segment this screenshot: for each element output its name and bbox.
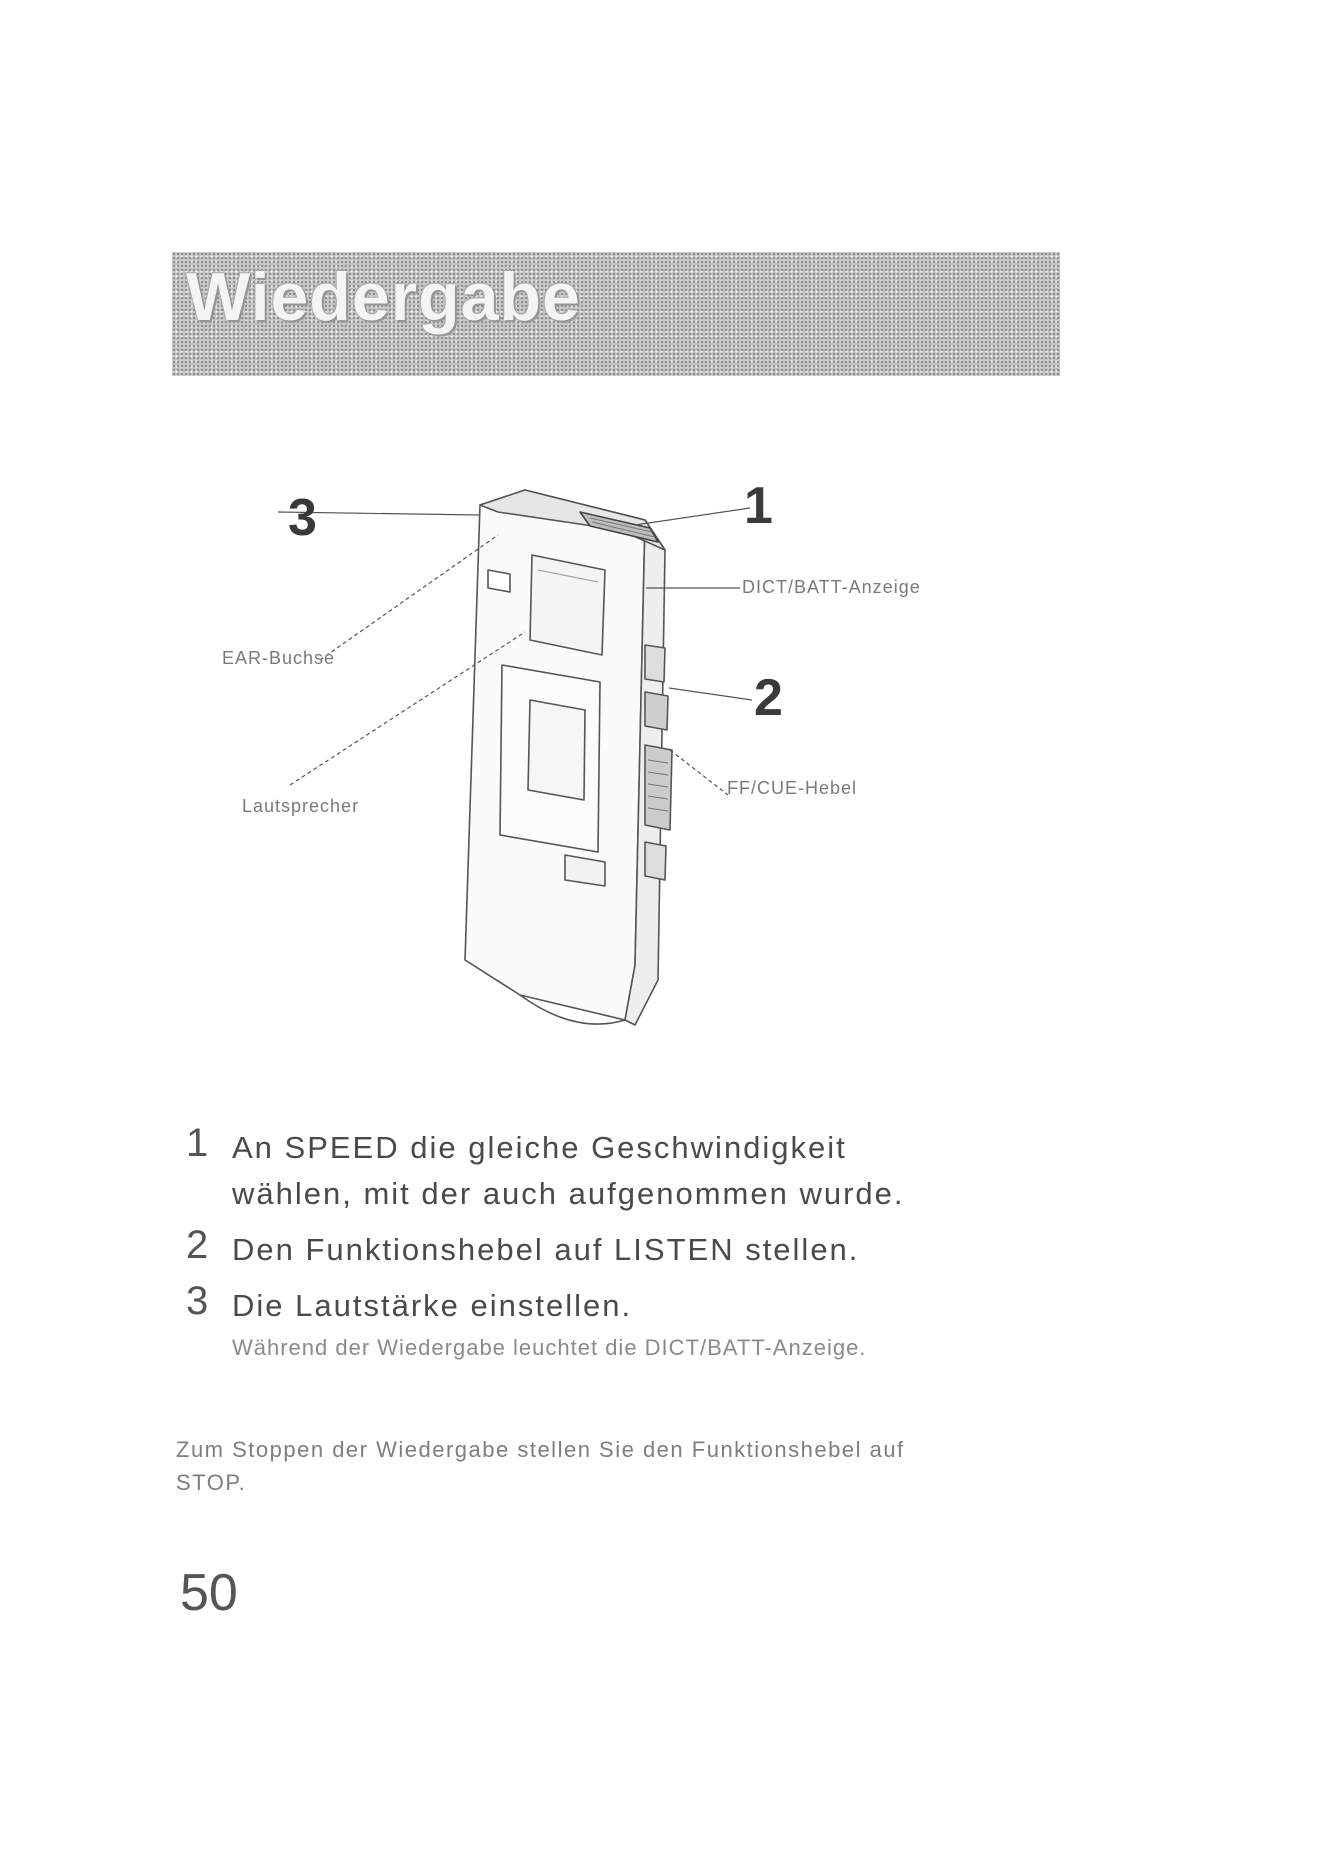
step-number: 3 <box>186 1279 209 1323</box>
ff-cue-lever-label: FF/CUE-Hebel <box>727 778 858 798</box>
stop-note: Zum Stoppen der Wiedergabe stellen Sie den Funktionshebel auf STOP. <box>176 1437 905 1495</box>
step-2 <box>186 1223 1046 1273</box>
step-text: Den Funktionshebel auf LISTEN stellen. <box>232 1232 860 1267</box>
callout-3: 3 <box>288 489 317 547</box>
step-number: 2 <box>186 1223 209 1267</box>
section-title: Wiedergabe <box>186 259 581 335</box>
ear-jack-label: EAR-Buchse <box>222 648 336 668</box>
instruction-steps <box>186 1121 1046 1375</box>
device-figure <box>180 460 1040 1060</box>
step-text: An SPEED die gleiche Geschwindigkeit wählen, mit der auch aufgenommen wurde. <box>232 1130 905 1211</box>
dict-batt-indicator-label: DICT/BATT-Anzeige <box>742 577 921 597</box>
step-note: Während der Wiedergabe leuchtet die DICT/BATT-Anzeige. <box>232 1335 867 1360</box>
section-banner <box>172 252 1060 376</box>
page-number: 50 <box>180 1564 238 1622</box>
step-number: 1 <box>186 1121 209 1165</box>
step-text: Die Lautstärke einstellen. <box>232 1288 633 1323</box>
callout-1: 1 <box>744 477 773 535</box>
step-3 <box>186 1279 1046 1365</box>
step-1 <box>186 1121 1046 1217</box>
speaker-label: Lautsprecher <box>242 796 360 816</box>
callout-2: 2 <box>754 669 783 727</box>
voice-recorder-illustration <box>180 460 1040 1060</box>
